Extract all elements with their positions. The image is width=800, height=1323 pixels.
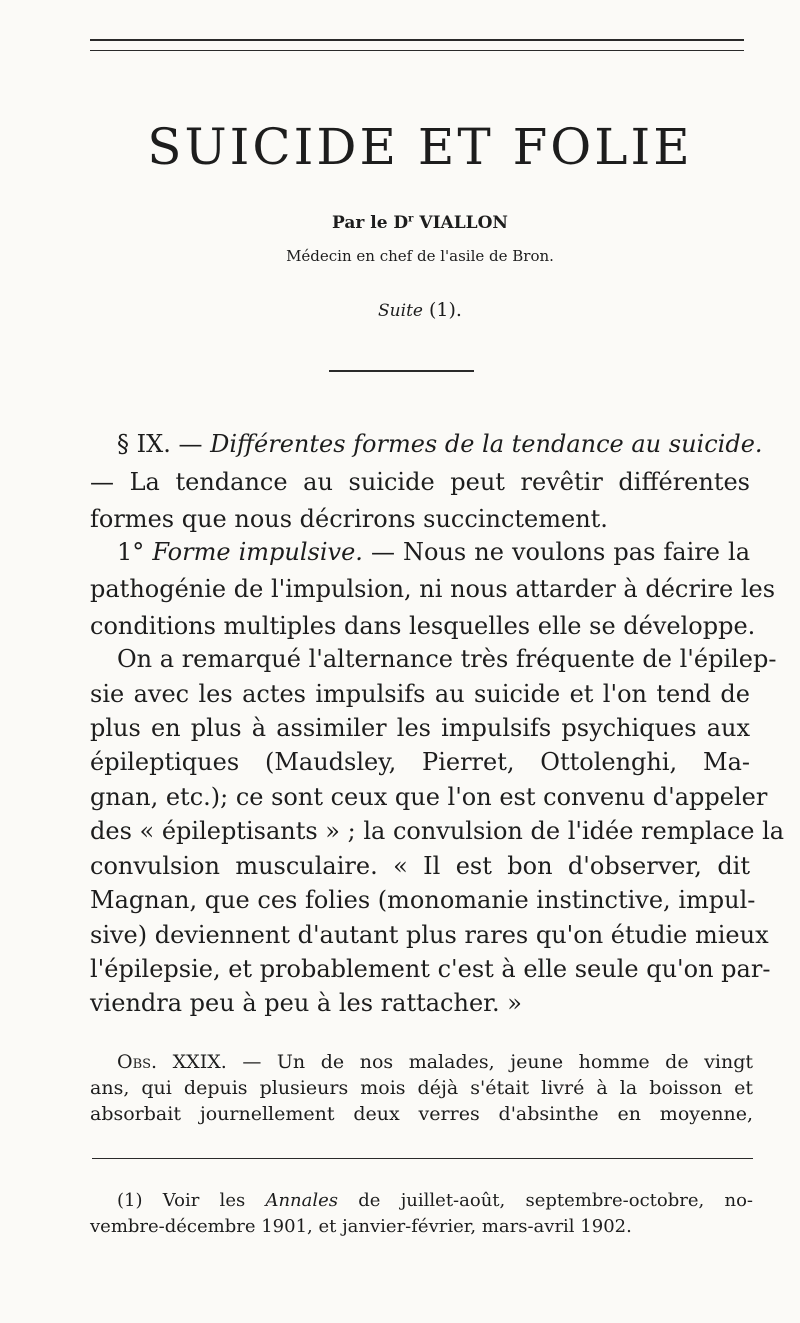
continuation-note [90, 299, 750, 321]
footnote-pre: (1) Voir les [117, 1190, 266, 1211]
body-line: plus en plus à assimiler les impulsifs psychiques aux [90, 714, 750, 742]
byline-sup: r [408, 213, 414, 225]
header-rule [90, 39, 744, 41]
section-title: Différentes formes de la tendance au suicide. [210, 430, 763, 458]
observation-line: absorbait journellement deux verres d'absinthe en moyenne, [90, 1103, 753, 1125]
body-line: des « épileptisants » ; la convulsion de l'idée remplace la [90, 817, 785, 845]
body-line: formes que nous décrirons succinctement. [90, 505, 608, 533]
body-line: gnan, etc.); ce sont ceux que l'on est convenu d'appeler [90, 783, 768, 811]
body-line: sie avec les actes impulsifs au suicide et l'on tend de [90, 680, 750, 708]
body-line: pathogénie de l'impulsion, ni nous attarder à décrire les [90, 575, 776, 603]
footnote-journal: Annales [265, 1190, 339, 1211]
author-name: VIALLON [419, 213, 508, 233]
byline [90, 213, 750, 233]
subsection-number: 1° [117, 538, 153, 566]
body-line: épileptiques (Maudsley, Pierret, Ottolenghi, Ma- [90, 748, 750, 776]
subsection-heading-line [117, 538, 750, 566]
title-divider [329, 370, 474, 372]
section-heading [117, 430, 763, 458]
footnote-ref: (1). [429, 299, 462, 321]
footnote-line [117, 1190, 753, 1211]
observation-line [117, 1051, 753, 1073]
author-affiliation: Médecin en chef de l'asile de Bron. [286, 247, 554, 265]
body-line: viendra peu à peu à les rattacher. » [90, 989, 522, 1017]
article-title: SUICIDE ET FOLIE [147, 118, 693, 176]
body-line: convulsion musculaire. « Il est bon d'observer, dit [90, 852, 750, 880]
footnote-post: de juillet-août, septembre-octobre, no- [338, 1190, 753, 1211]
observation-text: — Un de nos malades, jeune homme de vingt [226, 1051, 753, 1073]
body-line: l'épilepsie, et probablement c'est à elle seule qu'on par- [90, 955, 771, 983]
body-line: On a remarqué l'alternance très fréquente de l'épilep- [117, 645, 777, 673]
header-rule-thin [90, 50, 744, 51]
body-line: conditions multiples dans lesquelles elle se développe. [90, 612, 756, 640]
footnote-divider [92, 1158, 753, 1159]
body-line: sive) deviennent d'autant plus rares qu'on étudie mieux [90, 921, 769, 949]
body-line: — La tendance au suicide peut revêtir différentes [90, 468, 750, 496]
section-number: § IX. — [117, 430, 211, 458]
subsection-rest: — Nous ne voulons pas faire la [362, 538, 751, 566]
byline-prefix: Par le D [332, 213, 409, 233]
subsection-title: Forme impulsive. [152, 538, 363, 566]
observation-label: Obs. XXIX. [117, 1051, 227, 1073]
footnote-line: vembre-décembre 1901, et janvier-février, mars-avril 1902. [90, 1216, 632, 1237]
body-line: Magnan, que ces folies (monomanie instinctive, impul- [90, 886, 756, 914]
observation-line: ans, qui depuis plusieurs mois déjà s'était livré à la boisson et [90, 1077, 753, 1099]
suite-word: Suite [378, 301, 423, 321]
